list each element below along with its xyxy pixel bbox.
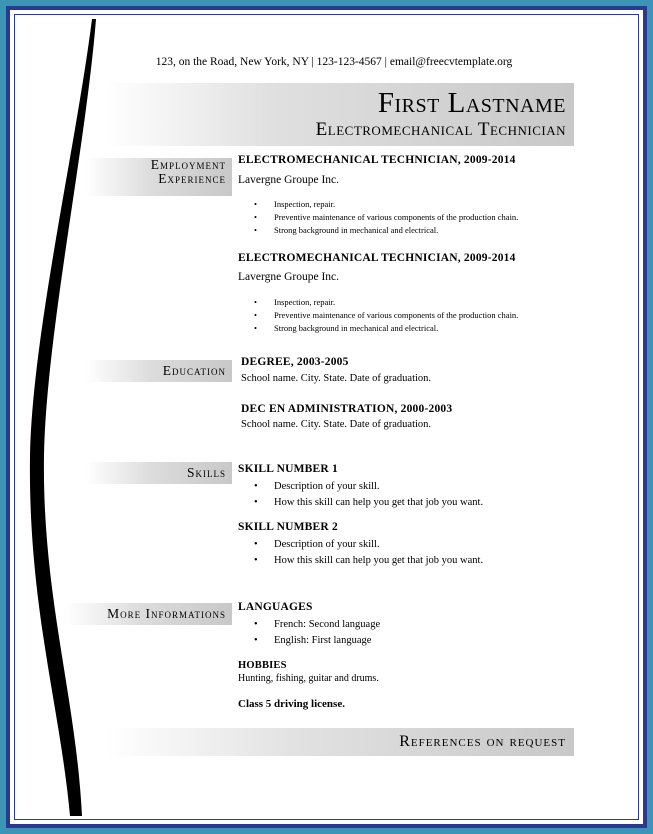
section-label-employment (86, 158, 232, 196)
list-item: • Description of your skill. (254, 539, 380, 550)
list-item: • Strong background in mechanical and electrical. (254, 323, 439, 333)
language-list (238, 617, 380, 649)
hobbies-text: Hunting, fishing, guitar and drums. (238, 673, 379, 684)
list-item: • How this skill can help you get that job you want. (254, 497, 484, 508)
list-item: • Inspection, repair. (254, 297, 336, 307)
references-band (106, 728, 574, 756)
candidate-name: First Lastname (377, 87, 566, 119)
job-title: Electromechanical Technician (315, 119, 566, 140)
skill-title: SKILL NUMBER 2 (238, 521, 338, 533)
section-label-line: Education (162, 363, 226, 378)
duty-list (238, 296, 518, 335)
languages-title: LANGUAGES (238, 601, 313, 613)
section-label-line: Skills (186, 465, 226, 480)
resume-page (16, 16, 637, 818)
duty-list (238, 198, 518, 237)
job-title-entry: ELECTROMECHANICAL TECHNICIAN, 2009-2014 (238, 252, 516, 264)
list-item: • French: Second language (254, 619, 381, 630)
job-title-entry: ELECTROMECHANICAL TECHNICIAN, 2009-2014 (238, 154, 516, 166)
degree-title: DEC EN ADMINISTRATION, 2000-2003 (241, 403, 453, 415)
license-text: Class 5 driving license. (238, 698, 345, 710)
hobbies-title: HOBBIES (238, 660, 287, 671)
skill-list (238, 537, 483, 569)
list-item: • Strong background in mechanical and electrical. (254, 225, 439, 235)
section-label-skills (86, 462, 232, 484)
company-name: Lavergne Groupe Inc. (238, 174, 340, 186)
list-item: • Preventive maintenance of various components of the production chain. (254, 310, 519, 320)
title-band (106, 83, 574, 146)
section-label-more-informations (66, 603, 232, 625)
section-label-line: Employment (150, 157, 226, 172)
section-label-line: Experience (158, 171, 226, 186)
list-item: • Preventive maintenance of various components of the production chain. (254, 212, 519, 222)
references-text: References on request (399, 733, 566, 750)
list-item: • English: First language (254, 635, 372, 646)
section-label-education (86, 360, 232, 382)
skill-list (238, 479, 483, 511)
degree-title: DEGREE, 2003-2005 (241, 356, 349, 368)
list-item: • How this skill can help you get that job you want. (254, 555, 484, 566)
degree-detail: School name. City. State. Date of graduation. (241, 373, 432, 384)
list-item: • Inspection, repair. (254, 199, 336, 209)
skill-title: SKILL NUMBER 1 (238, 463, 338, 475)
contact-line: 123, on the Road, New York, NY | 123-123-4567 | email@freecvtemplate.org (155, 56, 513, 68)
list-item: • Description of your skill. (254, 481, 380, 492)
degree-detail: School name. City. State. Date of graduation. (241, 419, 432, 430)
company-name: Lavergne Groupe Inc. (238, 271, 340, 283)
section-label-line: More Informations (107, 606, 226, 621)
